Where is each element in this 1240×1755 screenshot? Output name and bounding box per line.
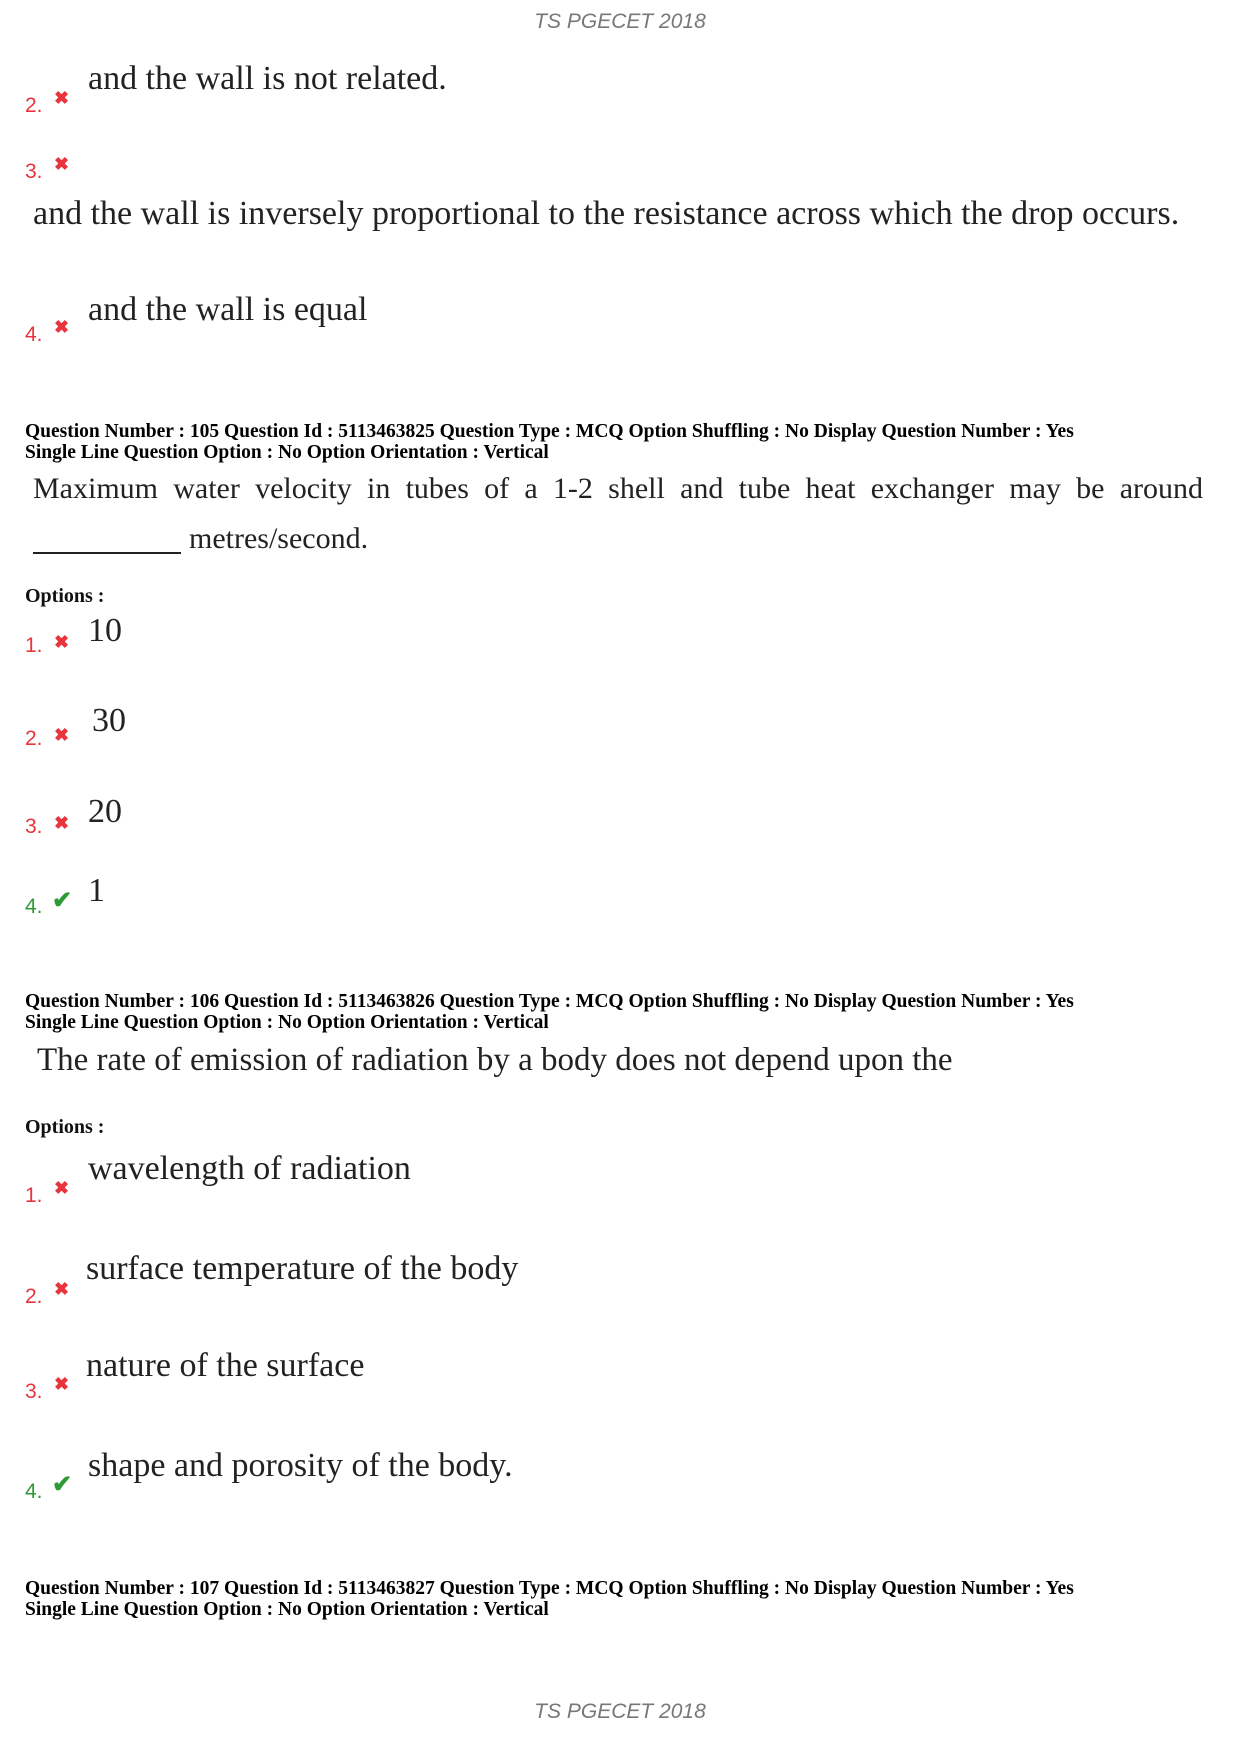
wrong-icon: ✖ <box>54 725 70 745</box>
question-meta-line: Question Number : 106 Question Id : 5113463826 Question Type : MCQ Option Shuffling : No Display Question Number : Yes <box>25 991 1074 1012</box>
option-number: 1. <box>25 634 43 657</box>
question-text-continuation: metres/second. <box>189 522 369 555</box>
option-number: 4. <box>25 323 43 346</box>
question-text-line2 <box>33 522 368 556</box>
option-number: 3. <box>25 160 43 183</box>
option-number: 3. <box>25 815 43 838</box>
option-number: 1. <box>25 1184 43 1207</box>
option-text: shape and porosity of the body. <box>88 1447 513 1484</box>
answer-blank <box>33 552 181 554</box>
option-text: and the wall is inversely proportional to the resistance across which the drop occurs. <box>33 195 1180 232</box>
check-icon: ✔ <box>52 888 73 914</box>
question-meta-line: Single Line Question Option : No Option Orientation : Vertical <box>25 1012 549 1033</box>
wrong-icon: ✖ <box>54 317 70 337</box>
page-footer: TS PGECET 2018 <box>534 1700 706 1723</box>
option-number: 2. <box>25 727 43 750</box>
options-label: Options : <box>25 585 105 607</box>
question-meta-line: Question Number : 105 Question Id : 5113463825 Question Type : MCQ Option Shuffling : No Display Question Number : Yes <box>25 421 1074 442</box>
wrong-icon: ✖ <box>54 632 70 652</box>
wrong-icon: ✖ <box>54 813 70 833</box>
option-number: 2. <box>25 94 43 117</box>
option-text: wavelength of radiation <box>88 1150 411 1187</box>
wrong-icon: ✖ <box>54 1178 70 1198</box>
option-text: 20 <box>88 793 122 830</box>
option-text: surface temperature of the body <box>86 1250 519 1287</box>
options-label: Options : <box>25 1116 105 1138</box>
wrong-icon: ✖ <box>54 1374 70 1394</box>
option-number: 4. <box>25 1480 43 1503</box>
option-text: 30 <box>92 702 126 739</box>
question-text: Maximum water velocity in tubes of a 1-2 shell and tube heat exchanger may be around <box>33 472 1203 505</box>
option-text: 1 <box>88 872 105 909</box>
option-text: and the wall is equal <box>88 291 368 328</box>
option-text: nature of the surface <box>86 1347 365 1384</box>
question-meta-line: Question Number : 107 Question Id : 5113463827 Question Type : MCQ Option Shuffling : No Display Question Number : Yes <box>25 1578 1074 1599</box>
wrong-icon: ✖ <box>54 154 70 174</box>
option-text: and the wall is not related. <box>88 60 447 97</box>
page-header: TS PGECET 2018 <box>534 10 706 33</box>
question-meta <box>25 1578 1074 1620</box>
question-meta-line: Single Line Question Option : No Option Orientation : Vertical <box>25 442 549 463</box>
question-meta-line: Single Line Question Option : No Option Orientation : Vertical <box>25 1599 549 1620</box>
check-icon: ✔ <box>52 1472 73 1498</box>
wrong-icon: ✖ <box>54 1279 70 1299</box>
option-number: 2. <box>25 1285 43 1308</box>
option-number: 4. <box>25 895 43 918</box>
question-text: The rate of emission of radiation by a body does not depend upon the <box>37 1042 953 1078</box>
wrong-icon: ✖ <box>54 88 70 108</box>
option-text: 10 <box>88 612 122 649</box>
option-number: 3. <box>25 1380 43 1403</box>
question-meta <box>25 421 1074 463</box>
question-meta <box>25 991 1074 1033</box>
